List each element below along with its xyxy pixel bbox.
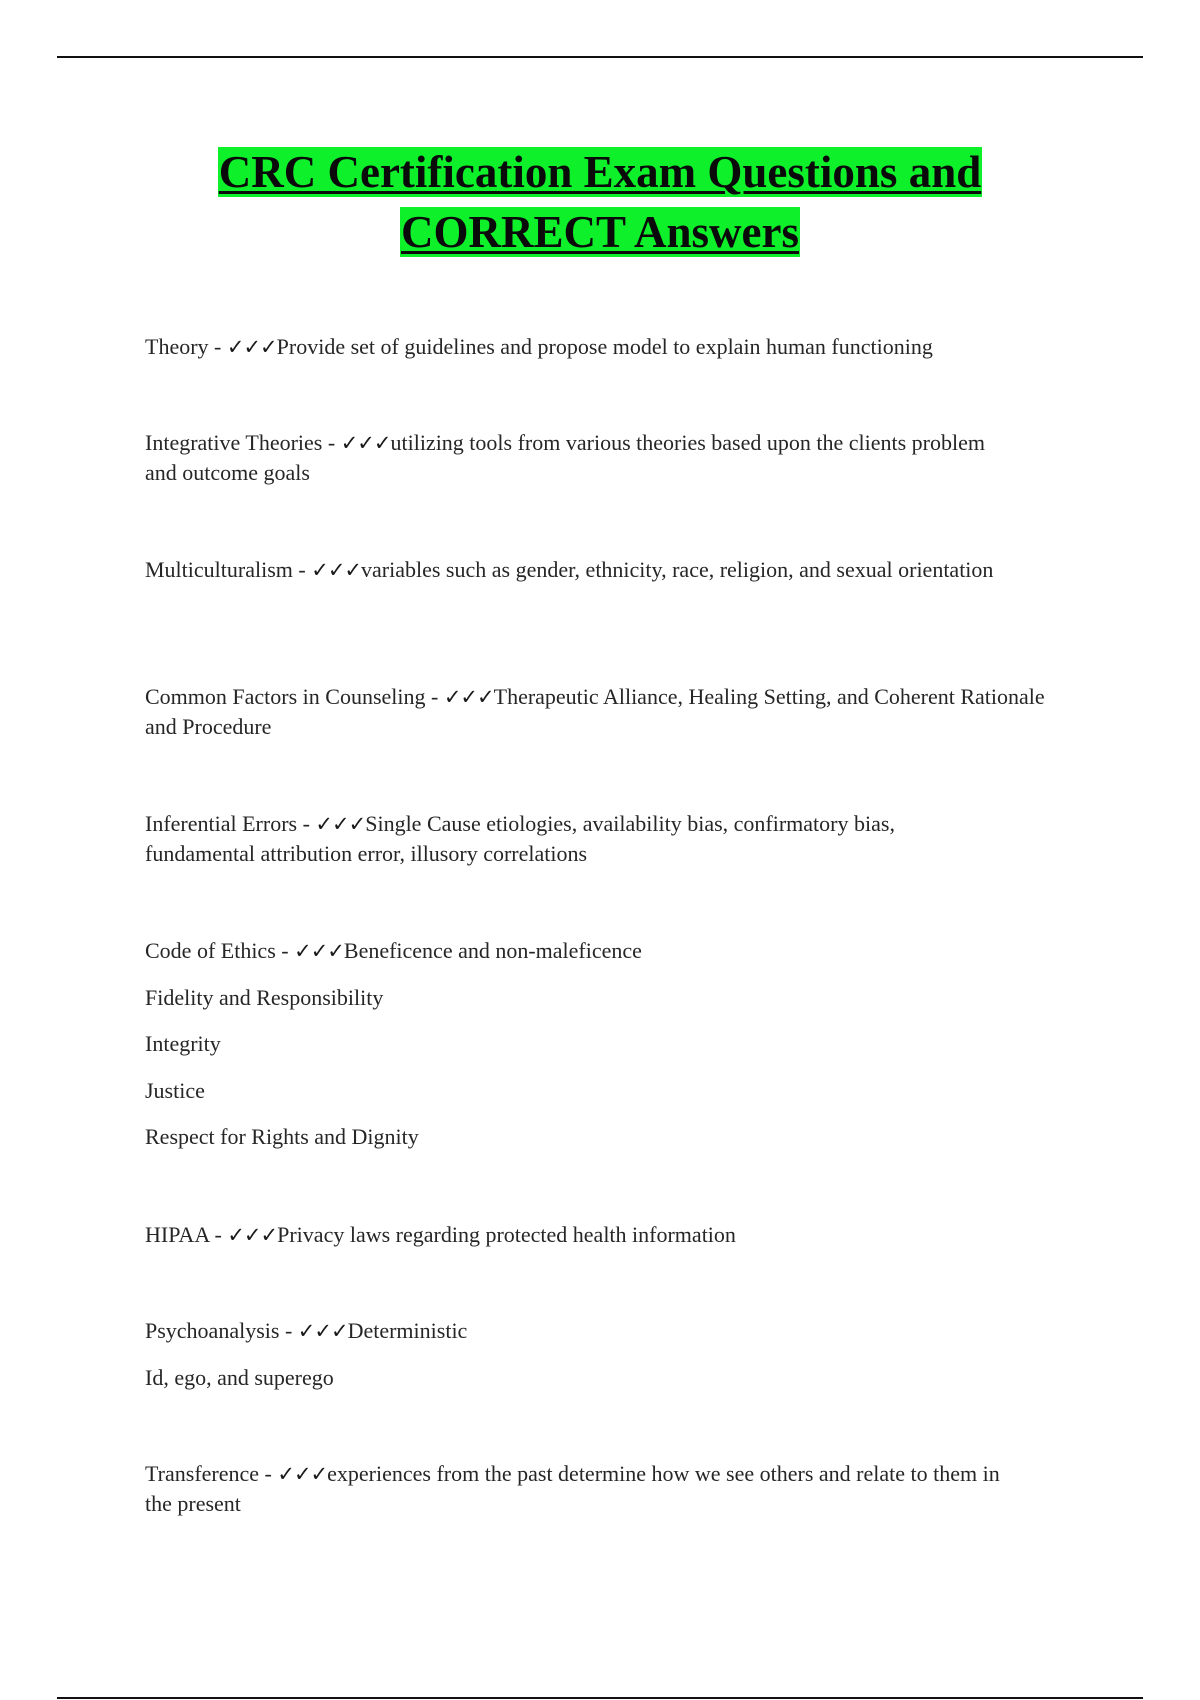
qa-entry: [145, 936, 1065, 966]
entry-term: Transference: [145, 1461, 260, 1486]
check-mark-icon: ✓✓✓: [297, 1319, 348, 1343]
entry-separator: -: [259, 1461, 278, 1486]
entry-separator: -: [275, 938, 295, 963]
entry-definition: Provide set of guidelines and propose model to explain human functioning: [276, 334, 933, 359]
entry-definition: experiences from the past determine how we see others and relate to them in the present: [145, 1461, 1000, 1516]
entry-definition: Deterministic: [347, 1318, 468, 1343]
entry-term: Theory: [145, 334, 209, 359]
check-mark-icon: ✓✓✓: [226, 335, 277, 359]
entry-separator: -: [322, 430, 341, 455]
entry-separator: -: [279, 1318, 298, 1343]
check-mark-icon: ✓✓✓: [311, 558, 362, 582]
bottom-rule: [57, 1697, 1143, 1699]
entry-term: Integrative Theories: [145, 430, 323, 455]
qa-entry: [145, 1316, 1065, 1346]
check-mark-icon: ✓✓✓: [443, 685, 494, 709]
qa-entry: [145, 809, 1005, 869]
entry-definition: Privacy laws regarding protected health information: [277, 1222, 736, 1247]
qa-entry: [145, 332, 1065, 362]
entry-term: Multiculturalism: [145, 557, 293, 582]
entry-separator: -: [297, 811, 316, 836]
entry-definition: utilizing tools from various theories based upon the clients problem and outcome goals: [145, 430, 985, 485]
title-line-1: CRC Certification Exam Questions and: [218, 147, 982, 197]
top-rule: [57, 56, 1143, 58]
qa-entry: [145, 555, 1005, 585]
entry-extra-line: Justice: [145, 1078, 205, 1103]
entry-extra-line: Fidelity and Responsibility: [145, 985, 384, 1010]
entry-term: Psychoanalysis: [145, 1318, 280, 1343]
entry-separator: -: [209, 1222, 228, 1247]
entry-term: HIPAA: [145, 1222, 209, 1247]
entry-extra-line: Respect for Rights and Dignity: [145, 1124, 419, 1149]
entry-separator: -: [208, 334, 227, 359]
qa-entry: [145, 1220, 1065, 1250]
qa-entry: [145, 682, 1065, 742]
check-mark-icon: ✓✓✓: [227, 1223, 278, 1247]
entry-definition: Therapeutic Alliance, Healing Setting, and Coherent Rationale and Procedure: [145, 684, 1045, 739]
entry-term: Code of Ethics: [145, 938, 276, 963]
entry-extra-line: Integrity: [145, 1031, 221, 1056]
qa-entry: [145, 428, 1005, 488]
entry-extra-line: Id, ego, and superego: [145, 1365, 334, 1390]
document-title: [0, 142, 1200, 262]
check-mark-icon: ✓✓✓: [315, 812, 366, 836]
entry-separator: -: [292, 557, 312, 582]
entry-separator: -: [425, 684, 444, 709]
entry-definition: Beneficence and non-maleficence: [343, 938, 642, 963]
title-line-2: CORRECT Answers: [401, 207, 799, 257]
check-mark-icon: ✓✓✓: [294, 939, 344, 963]
check-mark-icon: ✓✓✓: [340, 431, 391, 455]
check-mark-icon: ✓✓✓: [277, 1462, 328, 1486]
entry-term: Inferential Errors: [145, 811, 298, 836]
qa-entry: [145, 1459, 1025, 1519]
entry-term: Common Factors in Counseling: [145, 684, 426, 709]
entry-definition: variables such as gender, ethnicity, race, religion, and sexual orientation: [361, 557, 994, 582]
entry-definition: Single Cause etiologies, availability bias, confirmatory bias, fundamental attribution error, illusory correlations: [145, 811, 895, 866]
